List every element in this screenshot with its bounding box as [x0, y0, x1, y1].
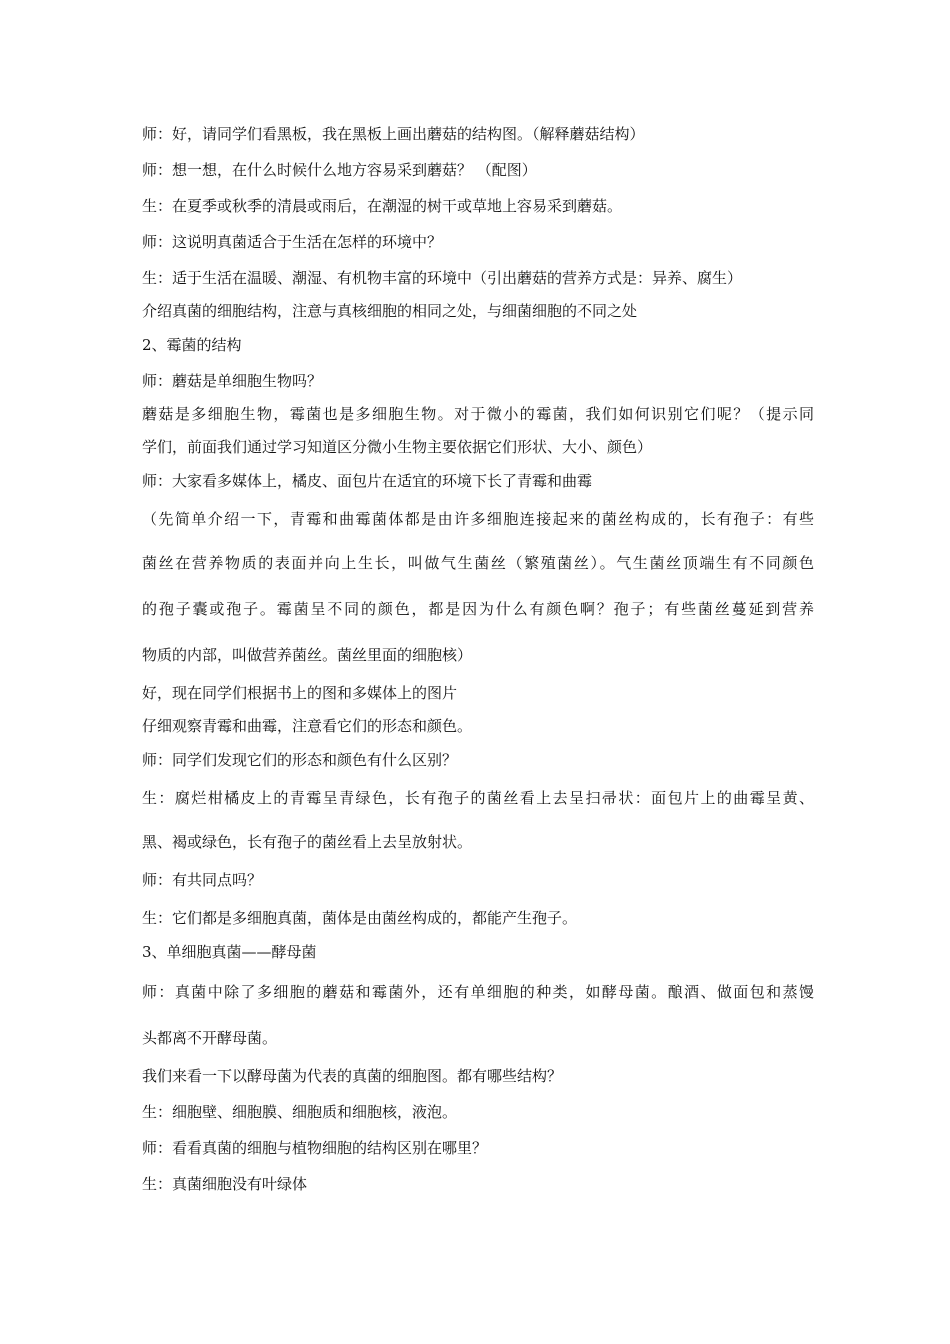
text-line: 师：真菌中除了多细胞的蘑菇和霉菌外，还有单细胞的种类，如酵母菌。酿酒、做面包和蒸馒: [142, 983, 814, 1001]
text-line: 生：细胞壁、细胞膜、细胞质和细胞核，液泡。: [142, 1103, 458, 1121]
text-line: 师：大家看多媒体上，橘皮、面包片在适宜的环境下长了青霉和曲霉: [142, 472, 593, 490]
text-line: 头都离不开酵母菌。: [142, 1029, 278, 1047]
text-line: 物质的内部，叫做营养菌丝。菌丝里面的细胞核）: [142, 646, 473, 664]
text-line: 生：真菌细胞没有叶绿体: [142, 1175, 308, 1193]
text-line: 师：有共同点吗？: [142, 871, 263, 889]
text-line: 师：想一想，在什么时候什么地方容易采到蘑菇？ （配图）: [142, 161, 537, 179]
section-heading: 2、霉菌的结构: [142, 336, 242, 354]
text-line: 好，现在同学们根据书上的图和多媒体上的图片: [142, 684, 458, 702]
text-line: 黑、褐或绿色，长有孢子的菌丝看上去呈放射状。: [142, 833, 473, 851]
text-line: 师：蘑菇是单细胞生物吗？: [142, 372, 323, 390]
text-line: （先简单介绍一下，青霉和曲霉菌体都是由许多细胞连接起来的菌丝构成的，长有孢子：有些: [142, 510, 814, 528]
text-line: 师：同学们发现它们的形态和颜色有什么区别？: [142, 751, 458, 769]
text-line: 师：看看真菌的细胞与植物细胞的结构区别在哪里？: [142, 1139, 488, 1157]
text-line: 的孢子囊或孢子。霉菌呈不同的颜色，都是因为什么有颜色啊？孢子；有些菌丝蔓延到营养: [142, 600, 814, 618]
text-line: 生：它们都是多细胞真菌，菌体是由菌丝构成的，都能产生孢子。: [142, 909, 578, 927]
document-body: [142, 124, 814, 1194]
text-line: 师：这说明真菌适合于生活在怎样的环境中？: [142, 233, 443, 251]
text-line: 仔细观察青霉和曲霉，注意看它们的形态和颜色。: [142, 717, 473, 735]
text-line: 生：在夏季或秋季的清晨或雨后，在潮湿的树干或草地上容易采到蘑菇。: [142, 197, 623, 215]
text-line: 生：适于生活在温暖、潮湿、有机物丰富的环境中（引出蘑菇的营养方式是：异养、腐生）: [142, 269, 743, 287]
text-line: 介绍真菌的细胞结构，注意与真核细胞的相同之处，与细菌细胞的不同之处: [142, 302, 638, 320]
text-line: 蘑菇是多细胞生物，霉菌也是多细胞生物。对于微小的霉菌，我们如何识别它们呢？（提示同: [142, 405, 814, 423]
text-line: 菌丝在营养物质的表面并向上生长，叫做气生菌丝（繁殖菌丝）。气生菌丝顶端生有不同颜色: [142, 554, 814, 572]
text-line: 师：好，请同学们看黑板，我在黑板上画出蘑菇的结构图。（解释蘑菇结构）: [142, 125, 645, 143]
text-line: 学们，前面我们通过学习知道区分微小生物主要依据它们形状、大小、颜色）: [142, 438, 653, 456]
text-line: 我们来看一下以酵母菌为代表的真菌的细胞图。都有哪些结构？: [142, 1067, 563, 1085]
text-line: 生：腐烂柑橘皮上的青霉呈青绿色，长有孢子的菌丝看上去呈扫帚状：面包片上的曲霉呈黄、: [142, 789, 814, 807]
section-heading: 3、单细胞真菌——酵母菌: [142, 943, 317, 961]
